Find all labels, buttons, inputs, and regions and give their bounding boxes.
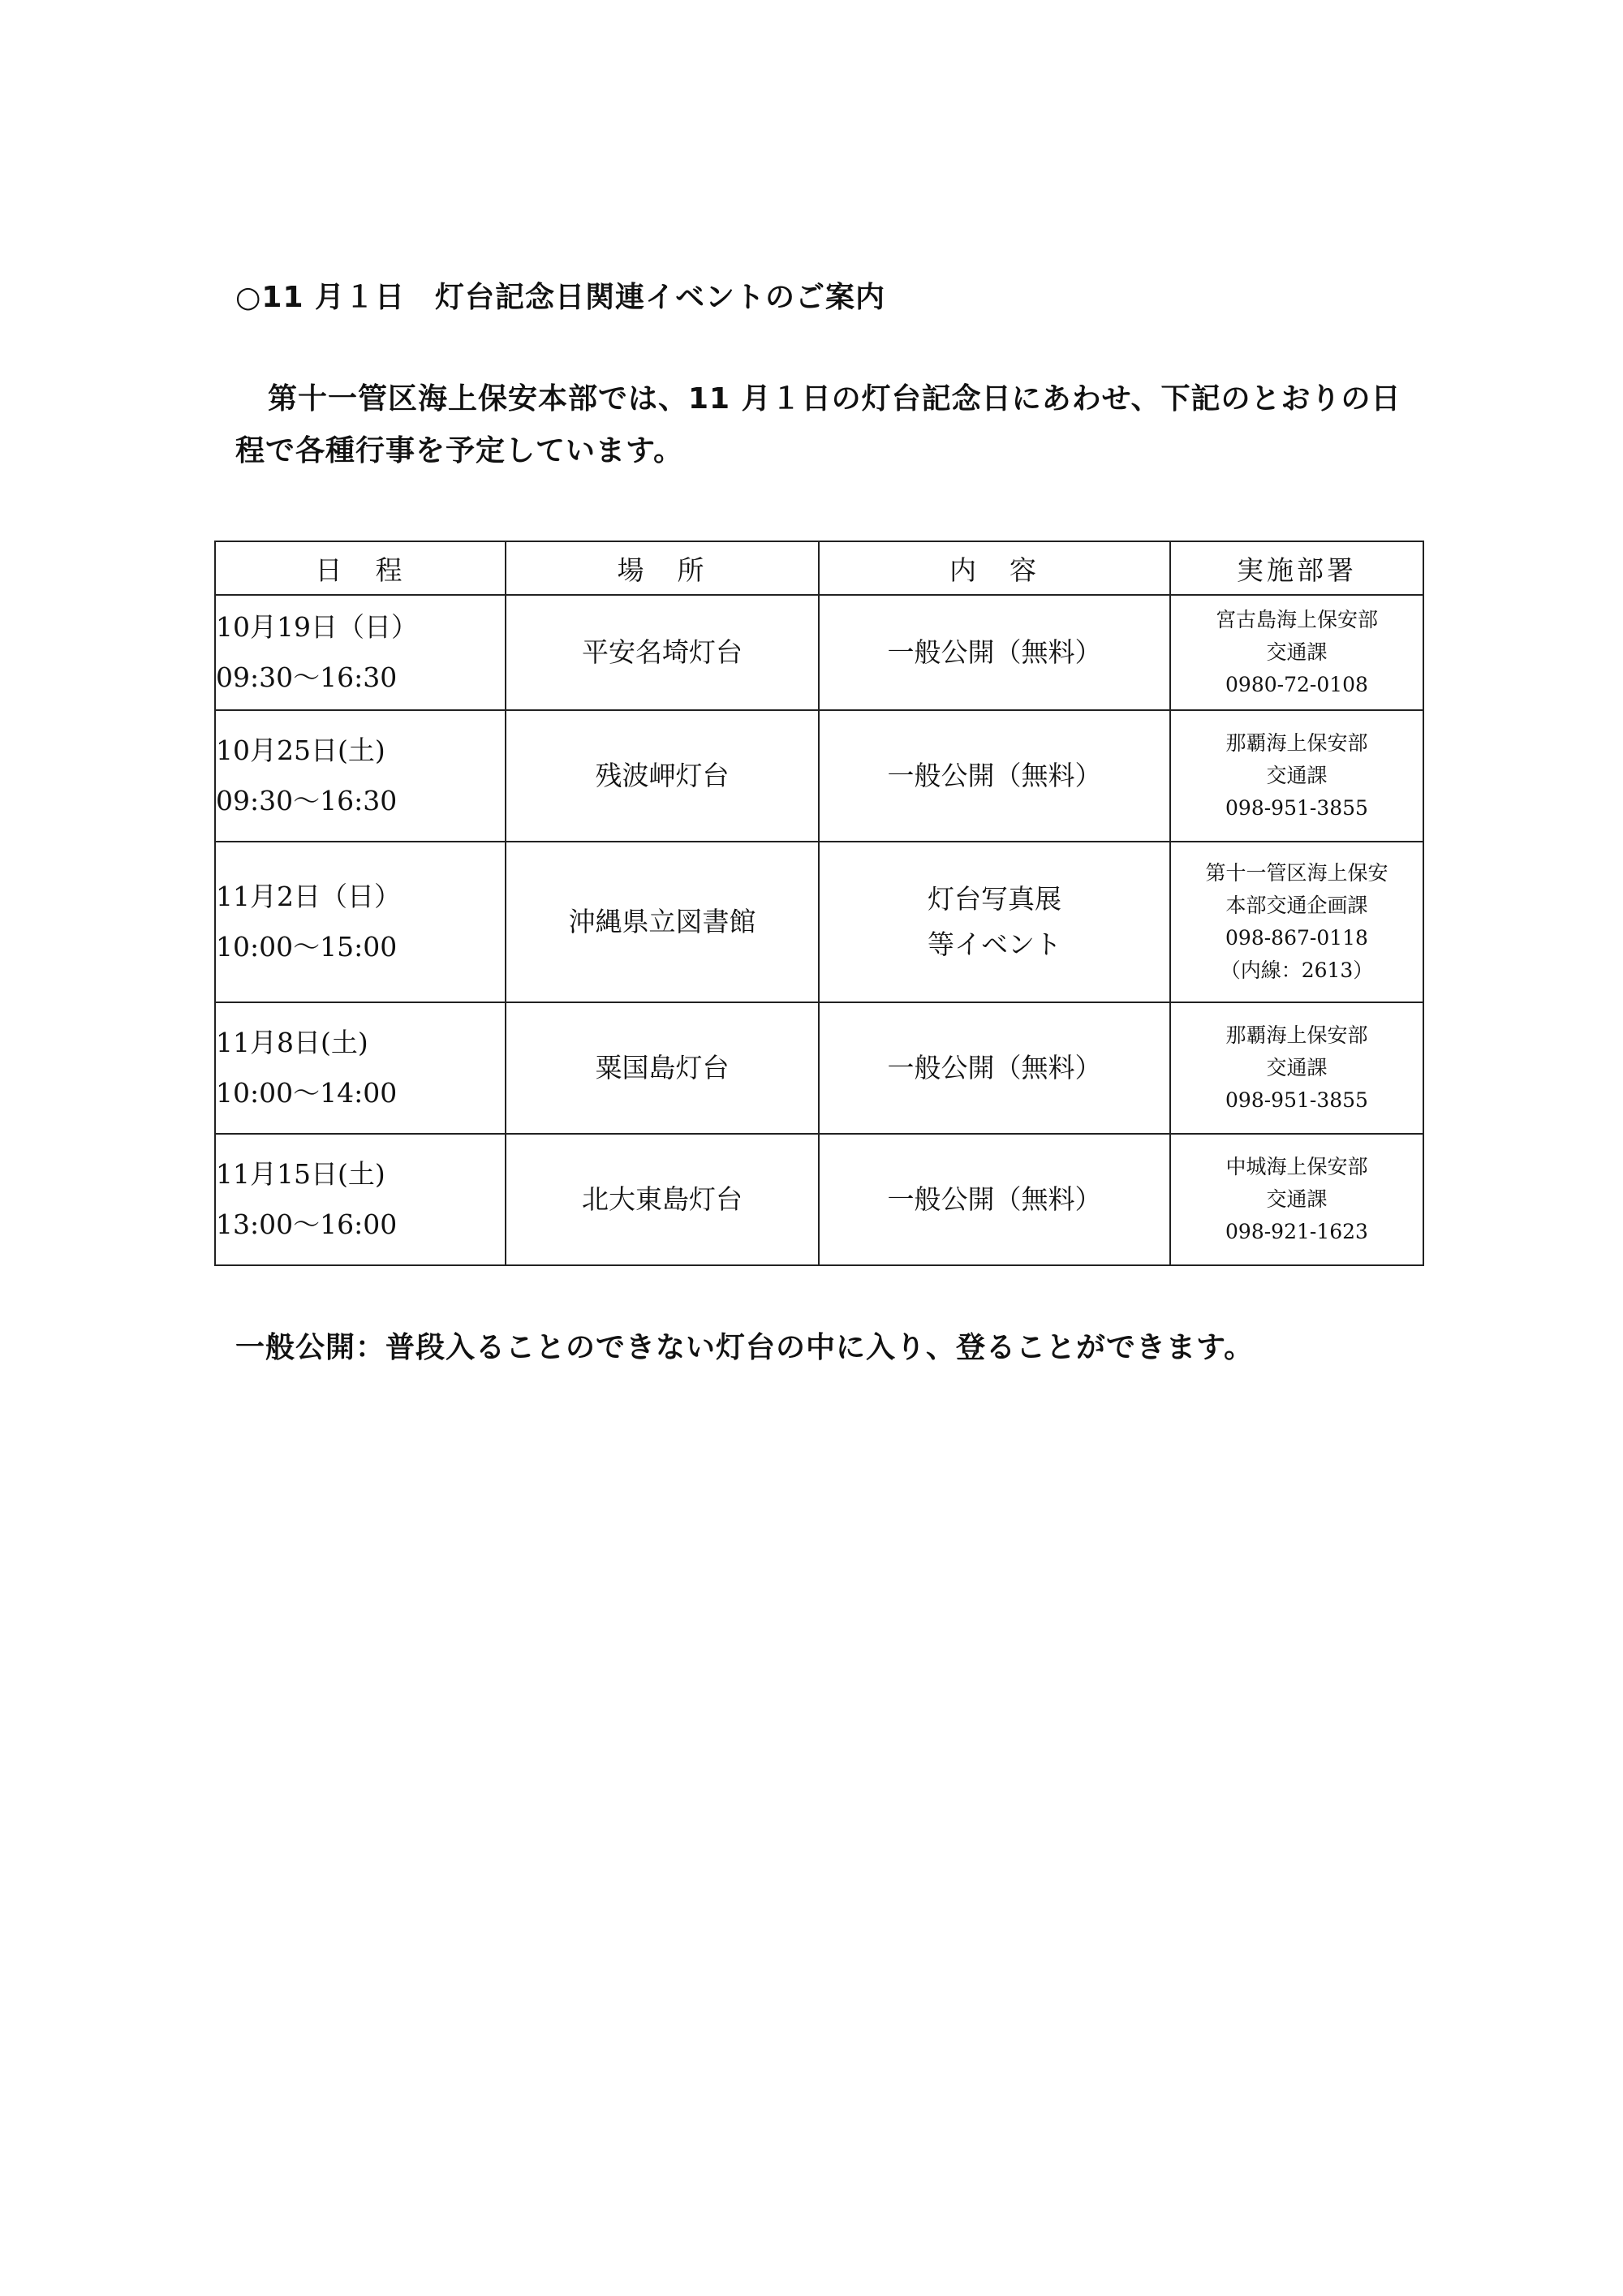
department-section: 交通課 (1266, 764, 1328, 787)
content-line: 一般公開（無料） (887, 1052, 1102, 1083)
event-date: 11月8日(土) (216, 1027, 368, 1058)
header-department: 実施部署 (1170, 541, 1423, 595)
content-cell (819, 595, 1170, 710)
content-line: 一般公開（無料） (887, 760, 1102, 791)
department-phone: 098-921-1623 (1225, 1220, 1368, 1243)
header-date: 日 程 (215, 541, 506, 595)
table-row (215, 1002, 1423, 1134)
table-header-row (215, 541, 1423, 595)
department-name: 第十一管区海上保安 (1205, 861, 1388, 885)
place-cell: 沖縄県立図書館 (506, 842, 819, 1002)
department-section: 本部交通企画課 (1225, 894, 1368, 917)
content-line: 一般公開（無料） (887, 1183, 1102, 1215)
department-cell (1170, 1002, 1423, 1134)
department-name: 中城海上保安部 (1225, 1155, 1368, 1178)
date-cell (215, 842, 506, 1002)
content-cell (819, 710, 1170, 842)
event-time: 10:00〜14:00 (216, 1077, 398, 1109)
page-title: ○11 月１日 灯台記念日関連イベントのご案内 (235, 281, 886, 314)
department-phone: 0980-72-0108 (1225, 673, 1368, 696)
place-cell: 粟国島灯台 (506, 1002, 819, 1134)
content-cell (819, 1002, 1170, 1134)
event-time: 10:00〜15:00 (216, 931, 398, 963)
event-date: 11月2日（日） (216, 881, 401, 912)
table-row (215, 1134, 1423, 1265)
event-time: 13:00〜16:00 (216, 1208, 398, 1240)
department-section: 交通課 (1266, 1187, 1328, 1211)
table-row (215, 710, 1423, 842)
content-line: 灯台写真展 (928, 883, 1061, 915)
place-cell: 残波岬灯台 (506, 710, 819, 842)
content-line: 等イベント (928, 928, 1061, 960)
table-row (215, 842, 1423, 1002)
event-time: 09:30〜16:30 (216, 785, 398, 816)
department-cell (1170, 1134, 1423, 1265)
department-section: 交通課 (1266, 1056, 1328, 1079)
header-content: 内 容 (819, 541, 1170, 595)
content-cell (819, 1134, 1170, 1265)
content-cell (819, 842, 1170, 1002)
date-cell (215, 595, 506, 710)
department-phone: 098-951-3855 (1225, 796, 1368, 820)
table-row (215, 595, 1423, 710)
content-line: 一般公開（無料） (887, 636, 1102, 668)
date-cell (215, 1002, 506, 1134)
event-date: 10月25日(土) (216, 734, 385, 766)
date-cell (215, 710, 506, 842)
event-date: 11月15日(土) (216, 1158, 385, 1190)
header-place: 場 所 (506, 541, 819, 595)
department-section: 交通課 (1266, 640, 1328, 664)
date-cell (215, 1134, 506, 1265)
department-phone: 098-867-0118 (1225, 926, 1368, 950)
place-cell: 北大東島灯台 (506, 1134, 819, 1265)
department-cell (1170, 710, 1423, 842)
event-date: 10月19日（日） (216, 611, 418, 643)
event-schedule-table (214, 541, 1424, 1266)
public-opening-note: 一般公開：普段入ることのできない灯台の中に入り、登ることができます。 (235, 1331, 1255, 1364)
department-name: 宮古島海上保安部 (1215, 608, 1378, 631)
department-cell (1170, 595, 1423, 710)
place-cell: 平安名埼灯台 (506, 595, 819, 710)
department-phone: 098-951-3855 (1225, 1088, 1368, 1112)
department-name: 那覇海上保安部 (1225, 1023, 1368, 1047)
department-cell (1170, 842, 1423, 1002)
department-name: 那覇海上保安部 (1225, 731, 1368, 755)
department-extension: （内線：2613） (1220, 958, 1374, 982)
event-time: 09:30〜16:30 (216, 661, 398, 693)
intro-paragraph: 第十一管区海上保安本部では、11 月１日の灯台記念日にあわせ、下記のとおりの日程で各種行事を予定しています。 (235, 382, 1401, 467)
